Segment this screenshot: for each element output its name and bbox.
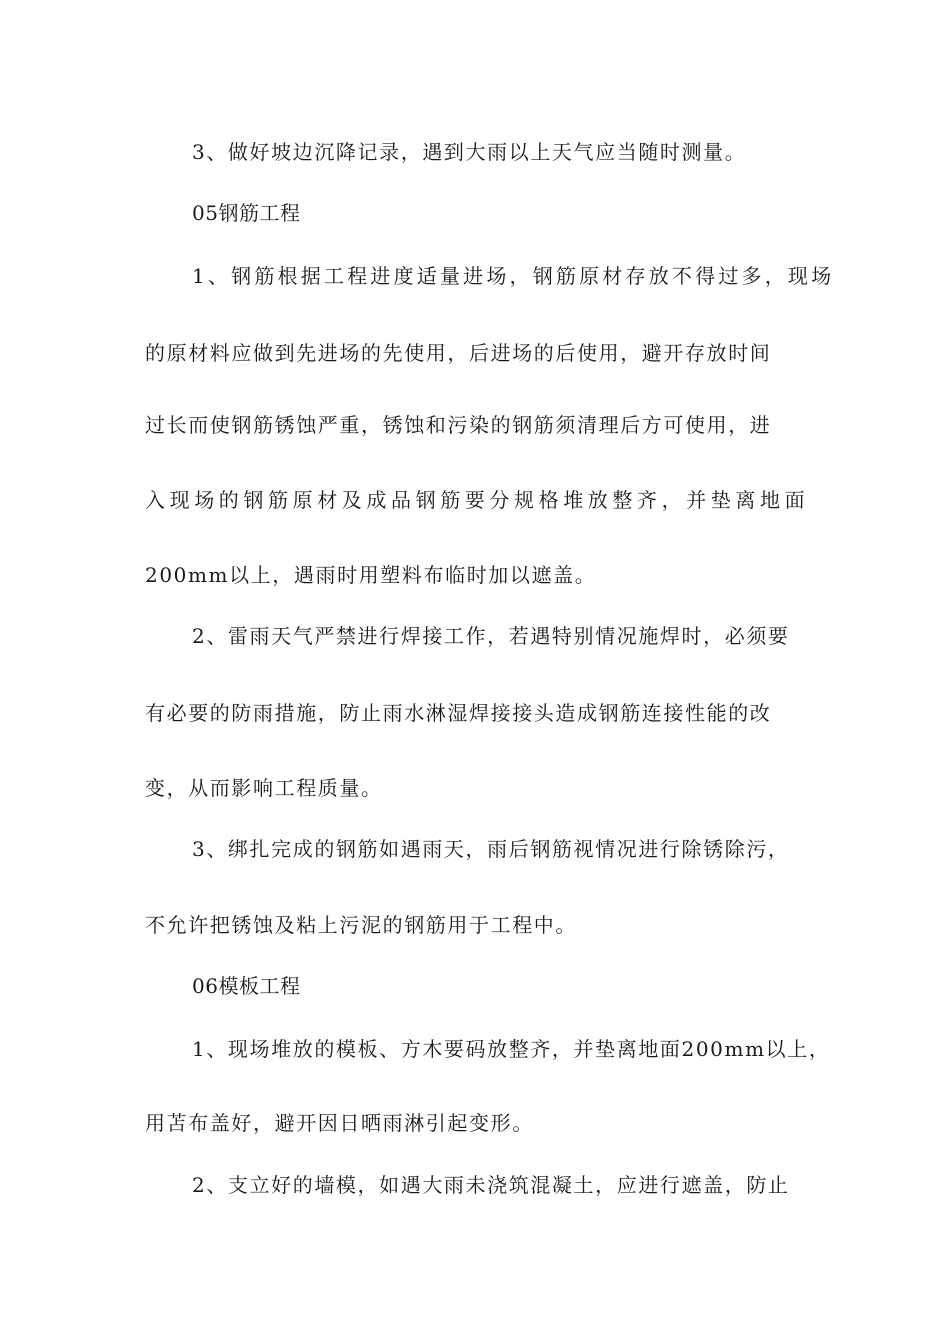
paragraph-line: 2、支立好的墙模，如遇大雨未浇筑混凝土，应进行遮盖，防止 [192,1173,790,1197]
paragraph-line: 2、雷雨天气严禁进行焊接工作，若遇特别情况施焊时，必须要 [192,624,790,648]
paragraph-line: 3、绑扎完成的钢筋如遇雨天，雨后钢筋视情况进行除锈除污， [192,837,790,861]
paragraph-line: 用苫布盖好，避开因日晒雨淋引起变形。 [145,1111,534,1135]
paragraph-line: 3、做好坡边沉降记录，遇到大雨以上天气应当随时测量。 [192,140,747,164]
paragraph-line: 有必要的防雨措施，防止雨水淋湿焊接接头造成钢筋连接性能的改 [145,701,772,725]
section-heading-steel: 05钢筋工程 [192,201,301,225]
paragraph-line: 不允许把锈蚀及粘上污泥的钢筋用于工程中。 [145,913,577,937]
section-heading-formwork: 06模板工程 [192,974,301,998]
paragraph-line: 1、钢筋根据工程进度适量进场，钢筋原材存放不得过多，现场 [192,264,835,288]
paragraph-line: 入现场的钢筋原材及成品钢筋要分规格堆放整齐，并垫离地面 [145,488,810,512]
paragraph-line: 过长而使钢筋锈蚀严重，锈蚀和污染的钢筋须清理后方可使用，进 [145,413,772,437]
paragraph-line: 变，从而影响工程质量。 [145,776,383,800]
paragraph-line: 的原材料应做到先进场的先使用，后进场的后使用，避开存放时间 [145,341,772,365]
paragraph-line: 200mm以上，遇雨时用塑料布临时加以遮盖。 [145,563,597,587]
paragraph-line: 1、现场堆放的模板、方木要码放整齐，并垫离地面200mm以上， [192,1037,831,1061]
